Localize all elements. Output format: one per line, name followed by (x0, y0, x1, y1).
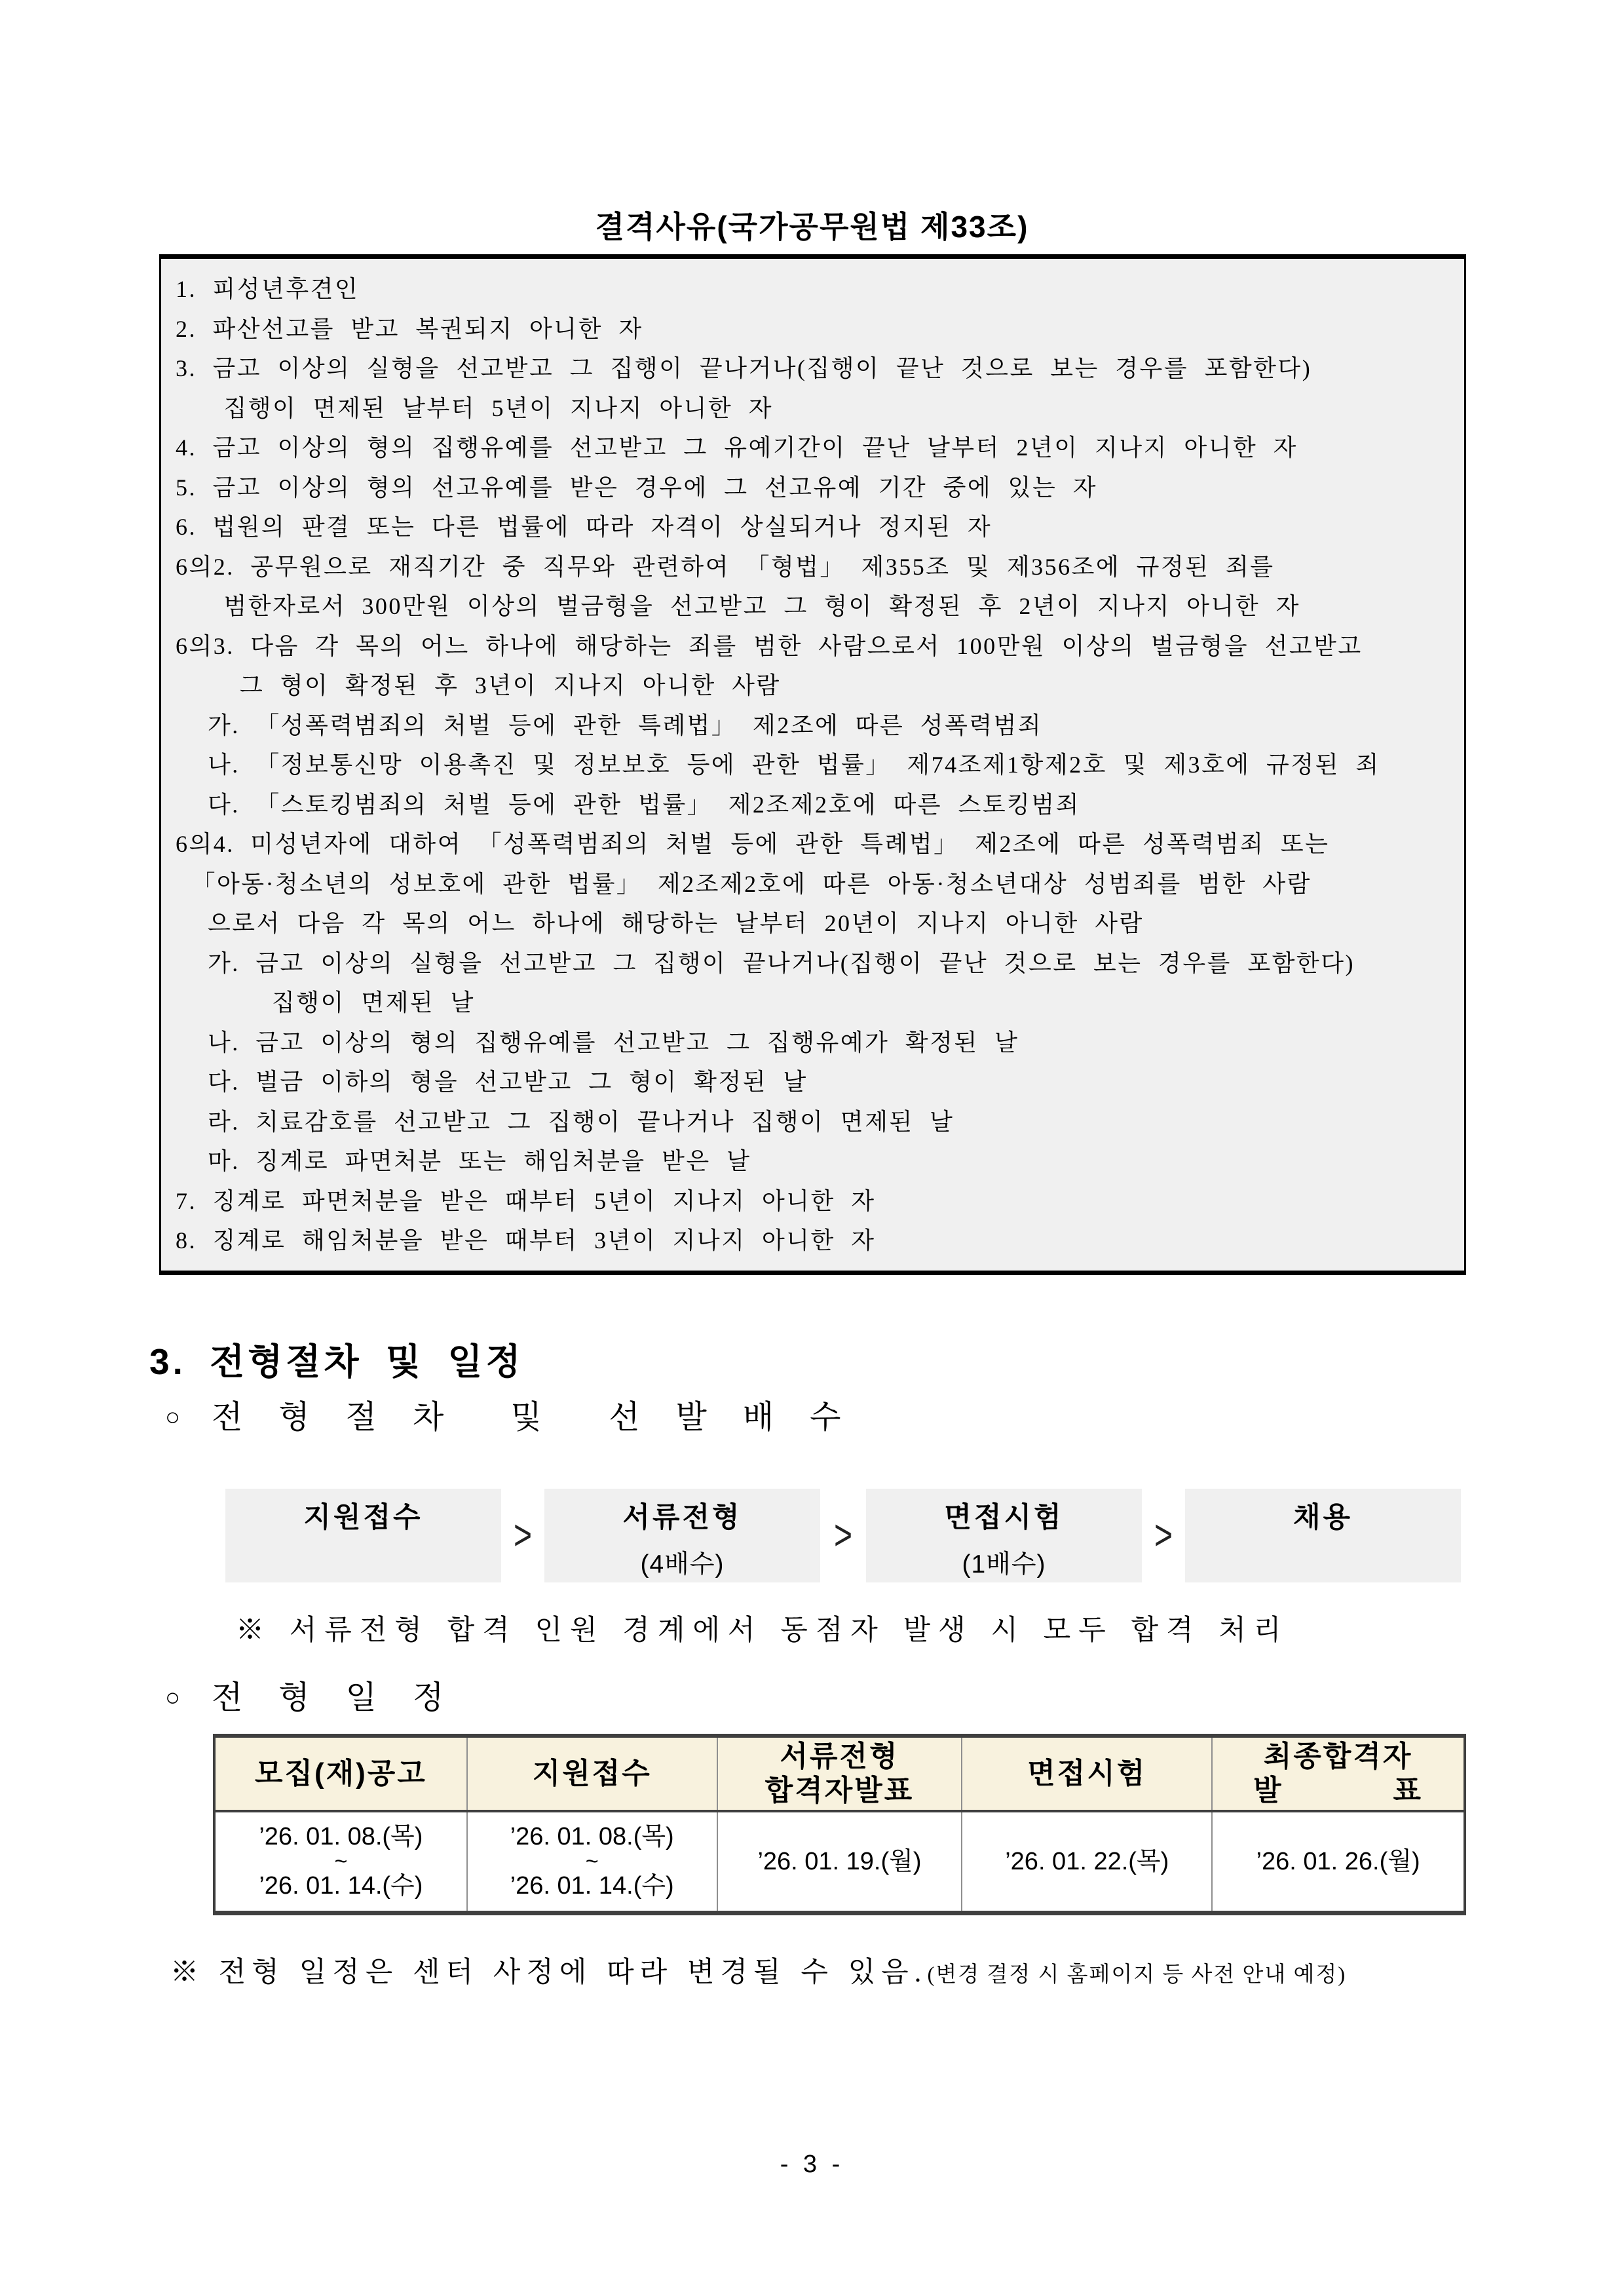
page-number: - 3 - (780, 2151, 844, 2178)
header-document-result (717, 1736, 962, 1811)
subsection-schedule-label: 전형일정 (211, 1679, 480, 1715)
header-line: 모집(재)공고 (254, 1757, 427, 1789)
flow-arrow-icon: > (513, 1512, 533, 1559)
tilde: ~ (334, 1849, 348, 1874)
disqualification-line: 5. 금고 이상의 형의 선고유예를 받은 경우에 그 선고유예 기간 중에 있는 자 (176, 474, 1098, 501)
flow-step-label: 지원접수 (303, 1502, 423, 1533)
cell-final-result-date (1212, 1811, 1465, 1913)
schedule-change-note-main: ※ 전형 일정은 센터 사정에 따라 변경될 수 있음. (170, 1957, 928, 1988)
disqualification-line: 8. 징계로 해임처분을 받은 때부터 3년이 지나지 아니한 자 (176, 1227, 876, 1253)
schedule-data-row (214, 1811, 1465, 1913)
disqualification-box (159, 254, 1466, 1275)
header-final-result (1212, 1736, 1465, 1811)
disqualification-line: 7. 징계로 파면처분을 받은 때부터 5년이 지나지 아니한 자 (176, 1187, 876, 1214)
header-application (467, 1736, 717, 1811)
flow-step-label: 면접시험 (944, 1502, 1064, 1533)
disqualification-line: 4. 금고 이상의 형의 집행유예를 선고받고 그 유예기간이 끝난 날부터 2년이 지나지 아니한 자 (176, 434, 1298, 461)
disqualification-line: 1. 피성년후견인 (176, 276, 360, 302)
header-interview (962, 1736, 1212, 1811)
circle-bullet-icon: ○ (165, 1404, 180, 1431)
disqualification-line: 3. 금고 이상의 실형을 선고받고 그 집행이 끝나거나(집행이 끝난 것으로 보는 경우를 포함한다) (176, 355, 1312, 381)
subsection-schedule-heading (165, 1672, 480, 1718)
flow-step-label: 서류전형 (622, 1502, 742, 1533)
cell-application-period (467, 1811, 717, 1913)
header-line: 면접시험 (1027, 1757, 1147, 1789)
date-line: ’26. 01. 14.(수) (259, 1872, 423, 1900)
disqualification-box-title: 결격사유(국가공무원법 제33조) (595, 210, 1029, 244)
flow-step-sub: (4배수) (640, 1550, 725, 1578)
header-line-spread (1213, 1774, 1463, 1808)
header-spread-right: 표 (1393, 1774, 1423, 1807)
disqualification-line: 나. 「정보통신망 이용촉진 및 정보보호 등에 관한 법률」 제74조제1항제2호 및 제3호에 규정된 죄 (176, 752, 1380, 778)
cell-document-result-date (717, 1811, 962, 1913)
date-line: ’26. 01. 08.(목) (259, 1823, 423, 1850)
disqualification-line: 범한자로서 300만원 이상의 벌금형을 선고받고 그 형이 확정된 후 2년이 지나지 아니한 자 (176, 593, 1300, 619)
disqualification-line: 2. 파산선고를 받고 복권되지 아니한 자 (176, 315, 643, 342)
flow-arrow-icon: > (833, 1512, 853, 1559)
flow-step-apply (225, 1489, 501, 1582)
header-line: 서류전형 (780, 1740, 899, 1772)
disqualification-line: 다. 「스토킹범죄의 처벌 등에 관한 법률」 제2조제2호에 따른 스토킹범죄 (176, 791, 1080, 818)
schedule-table (213, 1734, 1466, 1915)
flow-step-label: 채용 (1293, 1502, 1353, 1533)
disqualification-line: 가. 금고 이상의 실형을 선고받고 그 집행이 끝나거나(집행이 끝난 것으로 보는 경우를 포함한다) (176, 949, 1355, 976)
circle-bullet-icon: ○ (165, 1684, 180, 1712)
header-line: 지원접수 (532, 1757, 652, 1789)
disqualification-line: 집행이 면제된 날 (176, 989, 475, 1016)
tie-breaker-note: ※ 서류전형 합격 인원 경계에서 동점자 발생 시 모두 합격 처리 (236, 1615, 1289, 1646)
date-line: ’26. 01. 19.(월) (757, 1847, 922, 1875)
cell-interview-date (962, 1811, 1212, 1913)
date-line: ’26. 01. 08.(목) (510, 1823, 674, 1850)
disqualification-line: 다. 벌금 이하의 형을 선고받고 그 형이 확정된 날 (176, 1069, 808, 1095)
schedule-change-note-paren: (변경 결정 시 홈페이지 등 사전 안내 예정) (927, 1963, 1347, 1987)
header-line: 최종합격자 (1263, 1740, 1413, 1772)
disqualification-line: 6. 법원의 판결 또는 다른 법률에 따라 자격이 상실되거나 정지된 자 (176, 514, 992, 540)
date-line: ’26. 01. 14.(수) (510, 1872, 674, 1900)
disqualification-line: 「아동·청소년의 성보호에 관한 법률」 제2조제2호에 따른 아동·청소년대상 성범죄를 범한 사람 (176, 870, 1312, 897)
disqualification-line: 마. 징계로 파면처분 또는 해임처분을 받은 날 (176, 1148, 751, 1174)
disqualification-line: 6의2. 공무원으로 재직기간 중 직무와 관련하여 「형법」 제355조 및 제356조에 규정된 죄를 (176, 553, 1275, 580)
disqualification-line: 6의4. 미성년자에 대하여 「성폭력범죄의 처벌 등에 관한 특례법」 제2조에 따른 성폭력범죄 또는 (176, 831, 1330, 857)
subsection-procedure-label: 전형절차 및 선발배수 (211, 1399, 877, 1435)
flow-step-interview (866, 1489, 1142, 1582)
disqualification-line: 가. 「성폭력범죄의 처벌 등에 관한 특례법」 제2조에 따른 성폭력범죄 (176, 712, 1043, 738)
disqualification-line: 6의3. 다음 각 목의 어느 하나에 해당하는 죄를 범한 사람으로서 100만원 이상의 벌금형을 선고받고 (176, 632, 1363, 659)
section-3-heading: 3. 전형절차 및 일정 (149, 1341, 524, 1382)
flow-arrow-icon: > (1154, 1512, 1173, 1559)
date-line: ’26. 01. 22.(목) (1005, 1847, 1169, 1875)
header-announcement (214, 1736, 467, 1811)
date-line: ’26. 01. 26.(월) (1256, 1847, 1420, 1875)
schedule-change-note (170, 1950, 1346, 1990)
cell-announcement-period (214, 1811, 467, 1913)
disqualification-line: 으로서 다음 각 목의 어느 하나에 해당하는 날부터 20년이 지나지 아니한 사람 (176, 910, 1144, 936)
subsection-procedure-heading (165, 1392, 877, 1438)
flow-step-sub: (1배수) (962, 1550, 1046, 1578)
flow-step-hire (1185, 1489, 1461, 1582)
flow-step-document-screening (544, 1489, 820, 1582)
disqualification-line: 나. 금고 이상의 형의 집행유예를 선고받고 그 집행유예가 확정된 날 (176, 1029, 1019, 1056)
header-spread-left: 발 (1253, 1774, 1283, 1807)
tilde: ~ (585, 1849, 599, 1874)
header-line: 합격자발표 (765, 1774, 915, 1807)
disqualification-line: 그 형이 확정된 후 3년이 지나지 아니한 사람 (176, 672, 781, 698)
schedule-header-row (214, 1736, 1465, 1811)
disqualification-line: 집행이 면제된 날부터 5년이 지나지 아니한 자 (176, 394, 773, 421)
disqualification-line: 라. 치료감호를 선고받고 그 집행이 끝나거나 집행이 면제된 날 (176, 1108, 954, 1135)
